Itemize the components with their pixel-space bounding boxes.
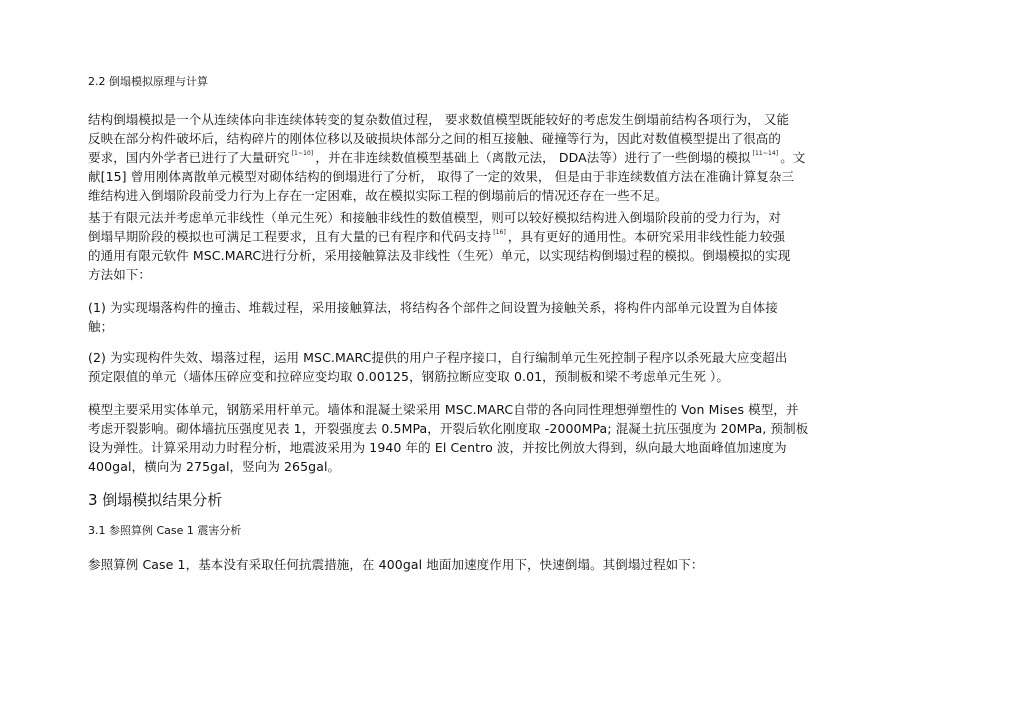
list-item-1 xyxy=(88,298,888,336)
text-line: 预定限值的单元（墙体压碎应变和拉碎应变均取 0.00125，钢筋拉断应变取 0.01，预制板和梁不考虑单元生死 ）。 xyxy=(88,369,729,384)
reference-superscript: [16] xyxy=(493,229,506,236)
text-line: 设为弹性。计算采用动力时程分析，地震波采用为 1940 年的 El Centro 波，并按比例放大得到，纵向最大地面峰值加速度为 xyxy=(88,440,787,455)
text-line: (1) 为实现塌落构件的撞击、堆载过程，采用接触算法，将结构各个部件之间设置为接触关系，将构件内部单元设置为自体接 xyxy=(88,300,778,315)
text-segment: 倒塌早期阶段的模拟也可满足工程要求，且有大量的已有程序和代码支持 xyxy=(88,229,492,244)
text-line xyxy=(88,227,888,246)
text-line: 献[15] 曾用刚体离散单元模型对砌体结构的倒塌进行了分析， 取得了一定的效果， 但是由于非连续数值方法在准确计算复杂三 xyxy=(88,169,795,184)
list-item-2 xyxy=(88,348,888,386)
text-line: 参照算例 Case 1，基本没有采取任何抗震措施，在 400gal 地面加速度作用下，快速倒塌。其倒塌过程如下： xyxy=(88,557,704,572)
text-segment: 。文 xyxy=(780,150,806,165)
text-segment: ，并在非连续数值模型基础上（离散元法， DDA法等）进行了一些倒塌的模拟 xyxy=(315,150,751,165)
paragraph-line xyxy=(88,298,888,336)
text-line: 反映在部分构件破坏后，结构碎片的刚体位移以及破损块体部分之间的相互接触、碰撞等行为，因此对数值模型提出了很高的 xyxy=(88,131,782,146)
text-line: 维结构进入倒塌阶段前受力行为上存在一定困难，故在模拟实际工程的倒塌前后的情况还存在一些不足。 xyxy=(88,188,668,203)
reference-superscript: [1~10] xyxy=(291,150,314,157)
text-line: 方法如下： xyxy=(88,267,152,282)
paragraph-line xyxy=(88,208,888,284)
text-line: 400gal，横向为 275gal，竖向为 265gal。 xyxy=(88,459,341,474)
text-line: 考虑开裂影响。砌体墙抗压强度见表 1，开裂强度去 0.5MPa，开裂后软化刚度取 -2000MPa; 混凝土抗压强度为 20MPa, 预制板 xyxy=(88,421,809,436)
text-line: 基于有限元法并考虑单元非线性（单元生死）和接触非线性的数值模型，则可以较好模拟结构进入倒塌阶段前的受力行为，对 xyxy=(88,210,782,225)
text-line: 触； xyxy=(88,319,114,334)
text-line xyxy=(88,148,888,167)
paragraph-line xyxy=(88,348,888,386)
document-page xyxy=(88,70,888,574)
reference-superscript: [11~14] xyxy=(752,150,779,157)
paragraph-line xyxy=(88,110,888,205)
paragraph-model-params xyxy=(88,400,888,476)
paragraph-collapse-principle xyxy=(88,110,888,205)
text-line: 结构倒塌模拟是一个从连续体向非连续体转变的复杂数值过程， 要求数值模型既能较好的考虑发生倒塌前结构各项行为， 又能 xyxy=(88,112,790,127)
text-line: 的通用有限元软件 MSC.MARC进行分析，采用接触算法及非线性（生死）单元，以实现结构倒塌过程的模拟。倒塌模拟的实现 xyxy=(88,248,791,263)
paragraph-line xyxy=(88,555,888,574)
paragraph-case1 xyxy=(88,555,888,574)
section-heading-3: 3 倒塌模拟结果分析 xyxy=(88,491,223,509)
text-segment: ，具有更好的通用性。本研究采用非线性能力较强 xyxy=(507,229,786,244)
paragraph-fem-method xyxy=(88,208,888,284)
paragraph-line xyxy=(88,400,888,476)
text-line: (2) 为实现构件失效、塌落过程，运用 MSC.MARC提供的用户子程序接口，自行编制单元生死控制子程序以杀死最大应变超出 xyxy=(88,350,788,365)
text-segment: 要求，国内外学者已进行了大量研究 xyxy=(88,150,290,165)
section-heading-2-2: 2.2 倒塌模拟原理与计算 xyxy=(88,75,208,88)
text-line: 模型主要采用实体单元，钢筋采用杆单元。墙体和混凝土梁采用 MSC.MARC自带的各向同性理想弹塑性的 Von Mises 模型，并 xyxy=(88,402,799,417)
section-heading-3-1: 3.1 参照算例 Case 1 震害分析 xyxy=(88,524,242,537)
